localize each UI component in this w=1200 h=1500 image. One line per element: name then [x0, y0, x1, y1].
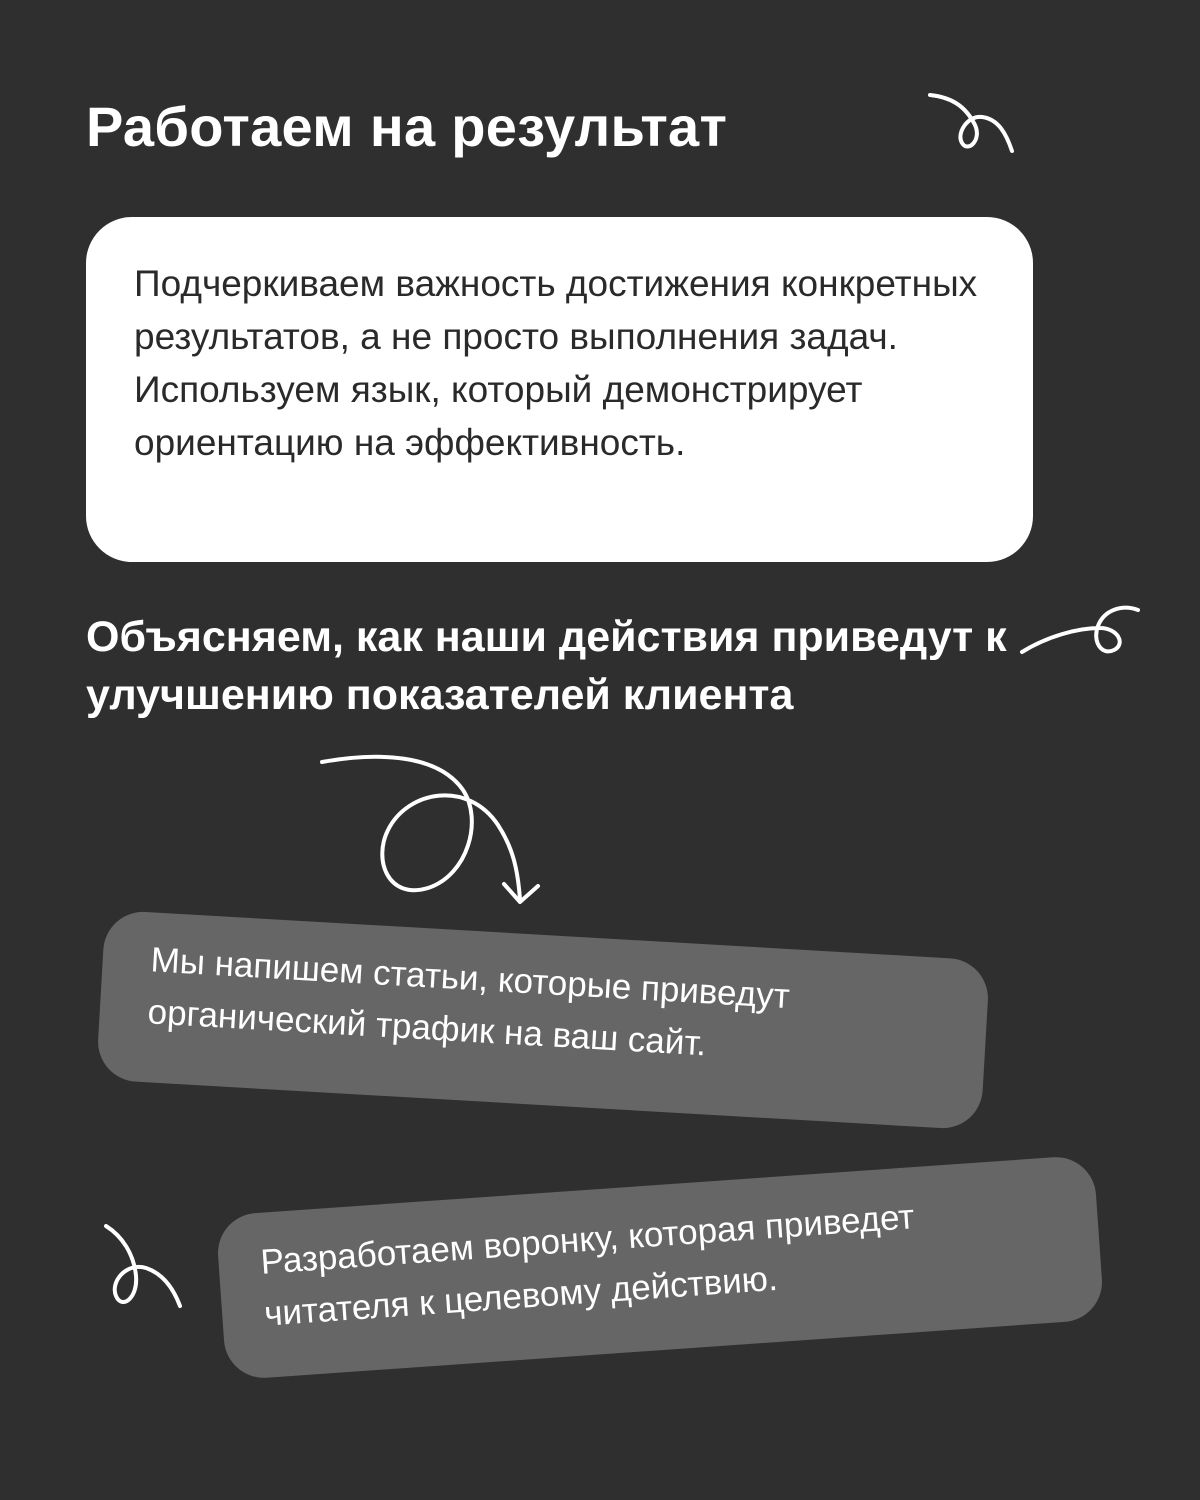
example-card — [96, 910, 990, 1131]
intro-text: Подчеркиваем важность достижения конкретных результатов, а не просто выполнения задач. Используем язык, который демонстрирует ориентацию на эффективность. — [134, 263, 978, 463]
example-card — [215, 1155, 1104, 1381]
example-text: Мы напишем статьи, которые приведут органический трафик на ваш сайт. — [146, 940, 791, 1064]
subheading: Объясняем, как наши действия приведут к улучшению показателей клиента — [86, 613, 1007, 719]
example-text: Разработаем воронку, которая приведет читателя к целевому действию. — [259, 1197, 916, 1334]
curly-arrow-icon — [318, 740, 550, 910]
intro-card — [86, 217, 1033, 562]
page-title: Работаем на результат — [86, 95, 728, 158]
squiggle-icon — [1018, 598, 1143, 660]
squiggle-icon — [920, 85, 1020, 155]
squiggle-icon — [100, 1218, 190, 1310]
